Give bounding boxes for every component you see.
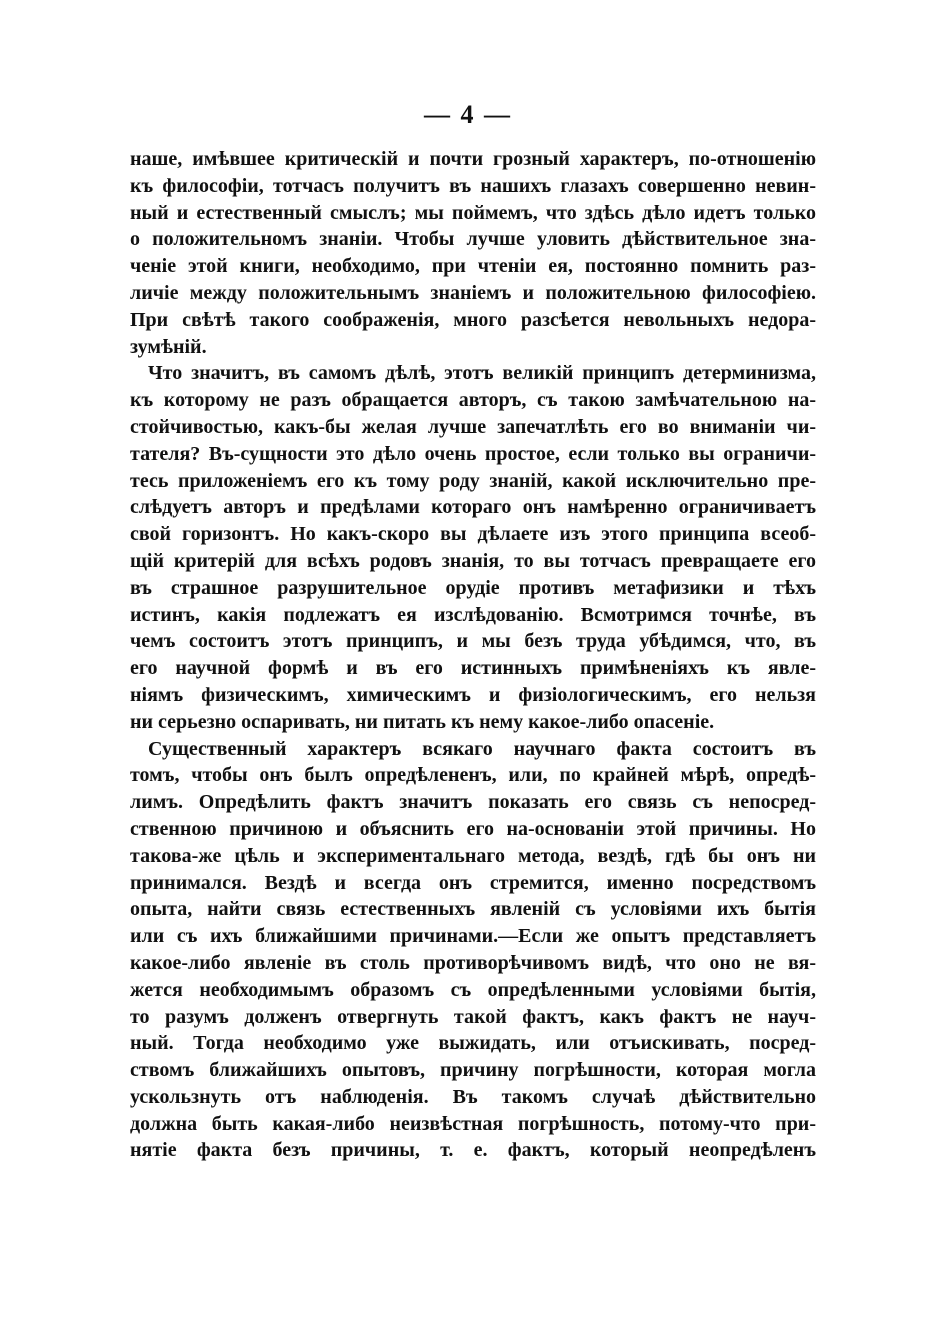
text-line: При свѣтѣ такого соображенія, много разсѣется невольныхъ недора- — [130, 308, 816, 331]
text-line: или съ ихъ ближайшими причинами.—Если же опытъ представляетъ — [130, 925, 816, 948]
text-line: томъ, чтобы онъ былъ опредѣлененъ, или, по крайней мѣрѣ, опредѣ- — [130, 764, 816, 787]
text-line: личіе между положительнымъ знаніемъ и положительною философіею. — [130, 281, 816, 304]
text-line: должна быть какая-либо неизвѣстная погрѣшность, потому-что при- — [130, 1112, 816, 1135]
text-line: ный. Тогда необходимо уже выжидать, или отъискивать, посред- — [130, 1032, 816, 1055]
text-line: жется необходимымъ образомъ съ опредѣленными условіями бытія, — [130, 978, 816, 1001]
text-line: къ философіи, тотчасъ получитъ въ нашихъ глазахъ совершенно невин- — [130, 174, 816, 197]
text-line: принимался. Вездѣ и всегда онъ стремится, именно посредствомъ — [130, 871, 816, 894]
text-line: о положительномъ знаніи. Чтобы лучше уловить дѣйствительное зна- — [130, 228, 816, 251]
text-line: такова-же цѣль и экспериментальнаго метода, вездѣ, гдѣ бы онъ ни — [130, 844, 816, 867]
text-line: нятіе факта безъ причины, т. е. фактъ, который неопредѣленъ — [130, 1139, 816, 1162]
text-line: Что значитъ, въ самомъ дѣлѣ, этотъ великій принципъ детерминизма, — [148, 362, 816, 385]
body-text — [130, 146, 816, 1164]
text-line: наше, имѣвшее критическій и почти грозный характеръ, по-отношенію — [130, 148, 816, 170]
page-number: — 4 — — [424, 100, 512, 129]
text-line: ченіе этой книги, необходимо, при чтеніи ея, постоянно помнить раз- — [130, 255, 816, 278]
text-line: ственною причиною и объяснить его на-основаніи этой причины. Но — [130, 817, 816, 840]
text-line: ный и естественный смыслъ; мы поймемъ, что здѣсь дѣло идетъ только — [130, 201, 816, 224]
text-line: слѣдуетъ авторъ и предѣлами котораго онъ намѣренно ограничиваетъ — [130, 496, 816, 519]
text-line: какое-либо явленіе въ столь противорѣчивомъ видѣ, что оно не вя- — [130, 951, 816, 974]
text-line: щій критерій для всѣхъ родовъ знанія, то вы тотчасъ превращаете его — [130, 549, 816, 572]
text-line: ни серьезно оспаривать, ни питать къ нему какое-либо опасеніе. — [130, 710, 715, 733]
text-line: зумѣній. — [130, 335, 207, 358]
text-line: Существенный характеръ всякаго научнаго факта состоитъ въ — [148, 737, 816, 760]
text-line: къ которому не разъ обращается авторъ, съ такою замѣчательною на- — [130, 389, 816, 412]
text-line: тателя? Въ-сущности это дѣло очень простое, если только вы ограничи- — [130, 442, 816, 465]
text-line: лимъ. Опредѣлить фактъ значитъ показать его связь съ непосред- — [130, 791, 816, 814]
text-line: ствомъ ближайшихъ опытовъ, причину погрѣшности, которая могла — [130, 1059, 816, 1082]
text-line: стойчивостью, какъ-бы желая лучше запечатлѣть его во вниманіи чи- — [130, 415, 816, 438]
text-line: его научной формѣ и въ его истинныхъ примѣненіяхъ къ явле- — [130, 657, 816, 680]
text-line: ніямъ физическимъ, химическимъ и физіологическимъ, его нельзя — [130, 683, 816, 706]
text-line: опыта, найти связь естественныхъ явленій съ условіями ихъ бытія — [130, 898, 816, 921]
text-line: въ страшное разрушительное орудіе противъ метафизики и тѣхъ — [130, 576, 816, 599]
text-line: истинъ, какія подлежатъ ея изслѣдованію. Всмотримся точнѣе, въ — [130, 603, 816, 626]
text-line: тесь приложеніемъ его къ тому роду знаній, какой исключительно пре- — [130, 469, 816, 492]
text-line: свой горизонтъ. Но какъ-скоро вы дѣлаете изъ этого принципа всеоб- — [130, 523, 816, 546]
text-line: ускользнуть отъ наблюденія. Въ такомъ случаѣ дѣйствительно — [130, 1085, 816, 1108]
text-line: то разумъ долженъ отвергнуть такой фактъ, какъ фактъ не науч- — [130, 1005, 816, 1028]
text-line: чемъ состоитъ этотъ принципъ, и мы безъ труда убѣдимся, что, въ — [130, 630, 816, 653]
